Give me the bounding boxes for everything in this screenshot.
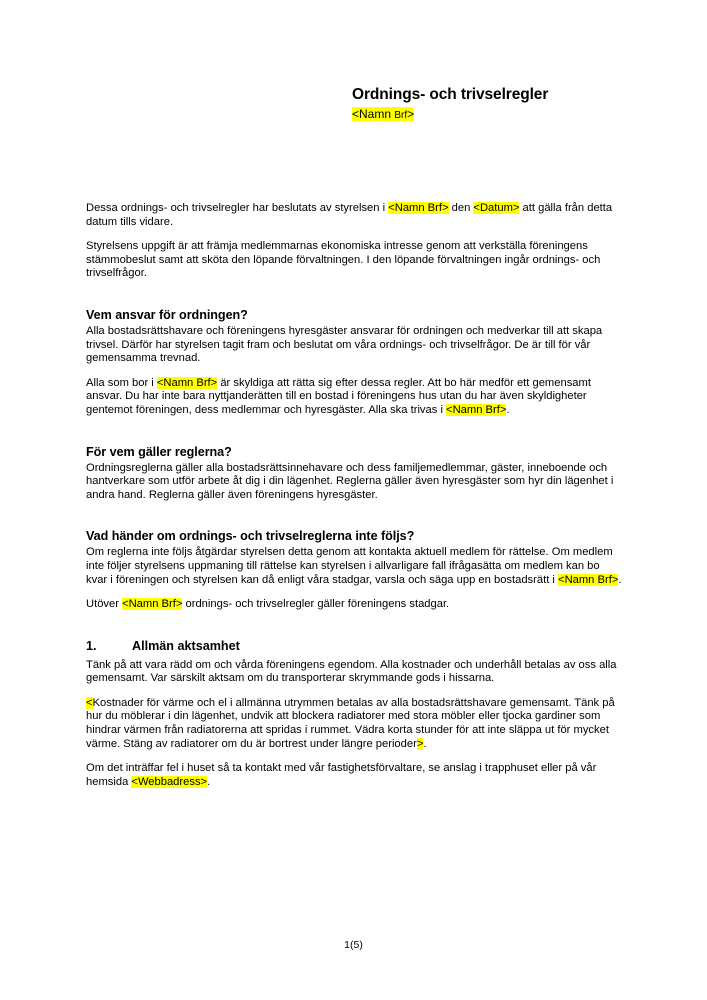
placeholder-namn-brf: <Namn Brf> (156, 376, 218, 389)
section-number: 1. (86, 638, 97, 653)
spacer (86, 292, 622, 308)
section-vad-hander-paragraph-1 (86, 546, 622, 587)
page-title: Ordnings- och trivselregler (352, 86, 549, 103)
numbered-p3-text-b: . (207, 775, 211, 788)
placeholder-webbadress: <Webbadress> (131, 775, 208, 788)
vad-p2-text-a: Utöver (86, 598, 123, 611)
subtitle-close-bracket: > (407, 107, 415, 122)
subtitle-open-bracket: < (352, 107, 360, 122)
intro-paragraph-1 (86, 202, 622, 229)
document-title-block (352, 85, 622, 123)
vad-p1-text-a: Om reglerna inte följs åtgärdar styrelsen detta genom att kontakta aktuell medlem för rättelse. Om medlem inte följer styrelsens uppmaning till rättelse kan styrelsen i allvarligare fall ifrågasätta om medlem kan bo kvar i föreningen och styrelsen kan då enligt våra stadgar, varsla och säga upp en bostadsrätt i (86, 546, 613, 586)
document-body (86, 202, 622, 800)
subtitle-brf: Brf (394, 110, 408, 122)
intro-paragraph-2: Styrelsens uppgift är att främja medlemmarnas ekonomiska intresse genom att verkställa föreningens stämmobeslut samt att sköta den löpande förvaltningen. I den löpande förvaltningen ingår ordnings- och trivselfrågor. (86, 240, 601, 280)
section-vem-ansvar-paragraph-2 (86, 377, 622, 418)
vad-p2-text-b: ordnings- och trivselregler gäller föreningens stadgar. (182, 598, 450, 611)
placeholder-namn-brf: <Namn Brf> (446, 403, 507, 416)
placeholder-namn-brf: <Namn Brf> (122, 598, 183, 611)
spacer (86, 623, 622, 639)
intro-p1-text-b: den (448, 202, 474, 214)
section-heading-for-vem-galler: För vem gäller reglerna? (86, 444, 232, 459)
vem-p2-text-b: är skyldiga att rätta sig efter dessa regler. Att bo här medför ett gemensamt ansvar. Du har inte bara nyttjanderätten till en bostad i föreningens hus utan du har även skyldigheter gentemot föreningen, dess medlemmar och hyresgäster. Alla ska trivas i (86, 376, 591, 416)
vad-p1-text-b: . (618, 573, 622, 586)
page-footer: 1(5) (344, 939, 363, 951)
intro-p1-text-a: Dessa ordnings- och trivselregler har beslutats av styrelsen i (86, 202, 389, 214)
placeholder-datum: <Datum> (473, 202, 520, 214)
placeholder-close-bracket: > (416, 737, 424, 750)
section-heading-vem-ansvar: Vem ansvar för ordningen? (86, 307, 248, 322)
vem-p2-text-c: . (506, 403, 510, 416)
numbered-section-paragraph-1: Tänk på att vara rädd om och vårda föreningens egendom. Alla kostnader och underhåll betalas av oss alla gemensamt. Var särskilt aktsam om du transporterar skrymmande gods i hissarna. (86, 658, 617, 685)
numbered-p2-body: Kostnader för värme och el i allmänna utrymmen betalas av alla bostadsrättshavare gemensamt. Tänk på hur du möblerar i din lägenhet, undvik att blockera radiatorer med stora möbler eller tjocka gardiner som hindrar värmen från radiatorerna att spridas i rummet. Vädra korta stunder för att inte släppa ut för mycket värme. Stäng av radiatorer om du är bortrest under längre perioder (86, 696, 615, 750)
section-heading-vad-hander: Vad händer om ordnings- och trivselreglerna inte följs? (86, 529, 415, 544)
vem-p2-text-a: Alla som bor i (86, 376, 157, 389)
placeholder-namn-brf: <Namn Brf> (388, 202, 449, 214)
numbered-section-paragraph-3 (86, 762, 622, 789)
section-vem-ansvar-paragraph-1: Alla bostadsrättshavare och föreningens hyresgäster ansvarar för ordningen och medverkar till att skapa trivsel. Därför har styrelsen tagit fram och beslutat om våra ordnings- och trivselfrågor. De är till för vår gemensamma trevnad. (86, 324, 603, 365)
document-subtitle (352, 106, 622, 123)
subtitle-placeholder (352, 107, 414, 121)
numbered-section-paragraph-2 (86, 697, 622, 751)
section-for-vem-galler-paragraph-1: Ordningsreglerna gäller alla bostadsrättsinnehavare och dess familjemedlemmar, gäster, inneboende och hantverkare som utför arbete åt dig i din lägenhet. Reglerna gäller även hyresgäster som hyr din lägenhet i andra hand. Reglerna gäller även föreningens hyresgäster. (86, 461, 614, 501)
numbered-p2-tail: . (423, 737, 427, 750)
spacer (86, 429, 622, 445)
subtitle-namn: Namn (359, 107, 392, 122)
numbered-p3-text-a: Om det inträffar fel i huset så ta kontakt med vår fastighetsförvaltare, se anslag i trapphuset eller på vår hemsida (86, 762, 597, 788)
numbered-section-heading-1 (86, 639, 622, 654)
section-vad-hander-paragraph-2 (86, 598, 622, 612)
section-number-label: Allmän aktsamhet (132, 638, 240, 653)
spacer (86, 513, 622, 529)
intro-p1-text-c: att gälla från detta datum tills vidare. (86, 202, 613, 228)
placeholder-namn-brf: <Namn Brf> (558, 573, 619, 586)
placeholder-open-bracket: < (86, 696, 93, 709)
